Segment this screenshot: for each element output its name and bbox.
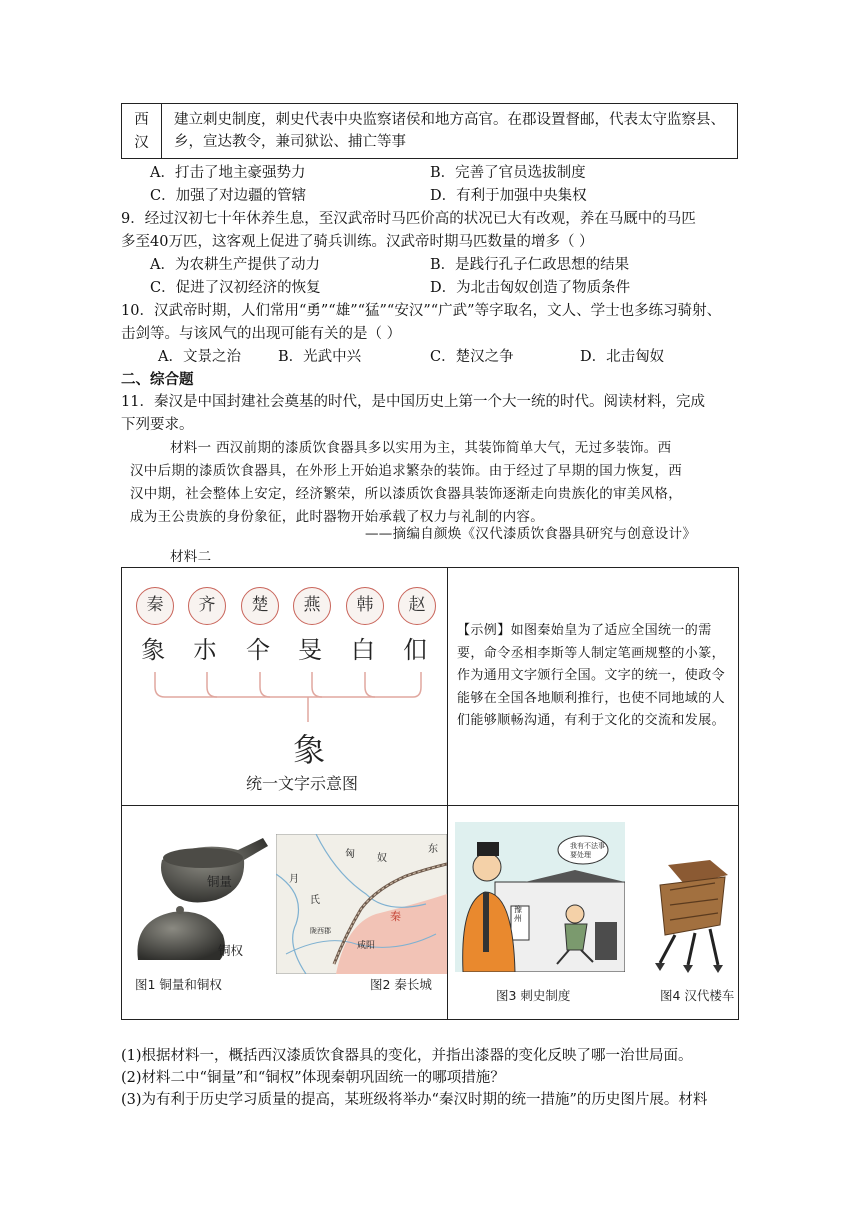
material1-line3: 汉中期，社会整体上安定，经济繁荣，所以漆质饮食器具装饰逐渐走向贵族化的审美风格， (130, 486, 682, 502)
grid-divider (447, 567, 448, 805)
material1-line1: 材料一 西汉前期的漆质饮食器具多以实用为主，其装饰简单大气，无过多装饰。西 (170, 440, 672, 456)
q10-option-b: B．光武中兴 (278, 349, 362, 365)
table-row-label: 西汉 (122, 104, 162, 158)
seal-glyph-qin: 𧰼 (141, 636, 165, 664)
map-label: 东 (428, 844, 438, 855)
map-label: 秦 (390, 910, 401, 923)
state-circle-han: 韩 (346, 587, 384, 625)
q9-option-a: A．为农耕生产提供了动力 (150, 257, 320, 273)
q11-stem-line1: 11．秦汉是中国封建社会奠基的时代，是中国历史上第一个大一统的时代。阅读材料，完成 (121, 394, 705, 410)
state-circle-qin: 秦 (136, 587, 174, 625)
grid-divider (121, 805, 739, 806)
fig1-label-quan: 铜权 (218, 943, 244, 958)
q10-stem-line1: 10．汉武帝时期，人们常用“勇”“雄”“猛”“安汉”“广武”等字取名，文人、学士也多练习骑射、 (121, 303, 722, 319)
map-label: 陇西郡 (310, 927, 331, 935)
state-circle-chu: 楚 (241, 587, 279, 625)
material2-label: 材料二 (170, 549, 212, 565)
q8-option-a: A．打击了地主豪强势力 (150, 165, 306, 181)
q9-option-b: B．是践行孔子仁政思想的结果 (430, 257, 630, 273)
q9-option-d: D．为北击匈奴创造了物质条件 (430, 280, 631, 296)
q10-option-c: C．楚汉之争 (430, 349, 514, 365)
map-label: 匈 (345, 849, 355, 860)
seal-glyph-qi: 朩 (193, 636, 217, 664)
q10-stem-line2: 击剑等。与该风气的出现可能有关的是（ ） (121, 326, 402, 342)
state-circle-zhao: 赵 (398, 587, 436, 625)
grid-divider (447, 805, 448, 1020)
q9-stem-line1: 9．经过汉初七十年休养生息，至汉武帝时马匹价高的状况已大有改观，养在马厩中的马匹 (121, 211, 696, 227)
map-label: 月 (289, 874, 299, 885)
policy-table (121, 103, 738, 159)
seal-glyph-zhao: 㐰 (403, 636, 427, 664)
map-label: 奴 (377, 853, 387, 864)
fig3-speech-bubble: 我有不法事要处理 (570, 842, 605, 859)
connector-lines (121, 667, 447, 727)
seal-glyph-chu: 仐 (246, 636, 270, 664)
material1-line2: 汉中后期的漆质饮食器具，在外形上开始追求繁杂的装饰。由于经过了早期的国力恢复，西 (130, 463, 682, 479)
great-wall-map (276, 834, 447, 974)
fig1-caption: 图1 铜量和铜权 (135, 977, 222, 992)
q8-option-b: B．完善了官员选拔制度 (430, 165, 586, 181)
q8-option-c: C．加强了对边疆的管辖 (150, 188, 307, 204)
example-text: 【示例】如图秦始皇为了适应全国统一的需要，命令丞相李斯等人制定笔画规整的小篆，作为通用文字颁行全国。文字的统一，使政令能够在全国各地顺利推行，也使不同地域的人们能够顺畅沟通，有利于文化的交流和发展。 (457, 623, 726, 728)
q9-stem-line2: 多至40万匹，这客观上促进了骑兵训练。汉武帝时期马匹数量的增多（ ） (121, 234, 594, 250)
material1-source: ——摘编自颜焕《汉代漆质饮食器具研究与创意设计》 (365, 526, 697, 542)
fig3-caption: 图3 刺史制度 (496, 988, 571, 1003)
state-circle-yan: 燕 (293, 587, 331, 625)
fig3-sign: 豫州 (514, 905, 522, 923)
seal-glyph-han: 白 (351, 636, 375, 664)
sub-question-3: (3)为有利于历史学习质量的提高，某班级将举办“秦汉时期的统一措施”的历史图片展。材料 (121, 1092, 708, 1108)
sub-question-1: (1)根据材料一，概括西汉漆质饮食器具的变化，并指出漆器的变化反映了哪一治世局面。 (121, 1048, 693, 1064)
fig2-caption: 图2 秦长城 (370, 977, 432, 992)
q9-option-c: C．促进了汉初经济的恢复 (150, 280, 321, 296)
tower-chariot-image (640, 845, 738, 975)
fig1-label-liang: 铜量 (207, 874, 233, 889)
map-label: 咸阳 (357, 941, 376, 951)
q8-option-d: D．有利于加强中央集权 (430, 188, 587, 204)
section-title: 二、综合题 (121, 371, 194, 388)
q11-stem-line2: 下列要求。 (121, 417, 194, 433)
table-row-text: 建立刺史制度，刺史代表中央监察诸侯和地方高官。在郡设置督邮，代表太守监察县、乡，宣达教令，兼司狱讼、捕亡等事 (174, 112, 725, 150)
sub-question-2: (2)材料二中“铜量”和“铜权”体现秦朝巩固统一的哪项措施？ (121, 1070, 505, 1086)
unify-caption: 统一文字示意图 (246, 774, 359, 793)
q10-option-d: D．北击匈奴 (580, 349, 665, 365)
q10-option-a: A．文景之治 (158, 349, 241, 365)
bronze-measure-image (128, 830, 274, 970)
material1-line4: 成为王公贵族的身份象征，此时器物开始承载了权力与礼制的内容。 (130, 509, 544, 525)
state-circle-qi: 齐 (188, 587, 226, 625)
fig4-caption: 图4 汉代楼车 (660, 988, 735, 1003)
map-label: 氏 (310, 895, 320, 906)
seal-glyph-yan: 旻 (298, 636, 322, 664)
unified-seal-glyph: 𧰼 (293, 731, 326, 769)
